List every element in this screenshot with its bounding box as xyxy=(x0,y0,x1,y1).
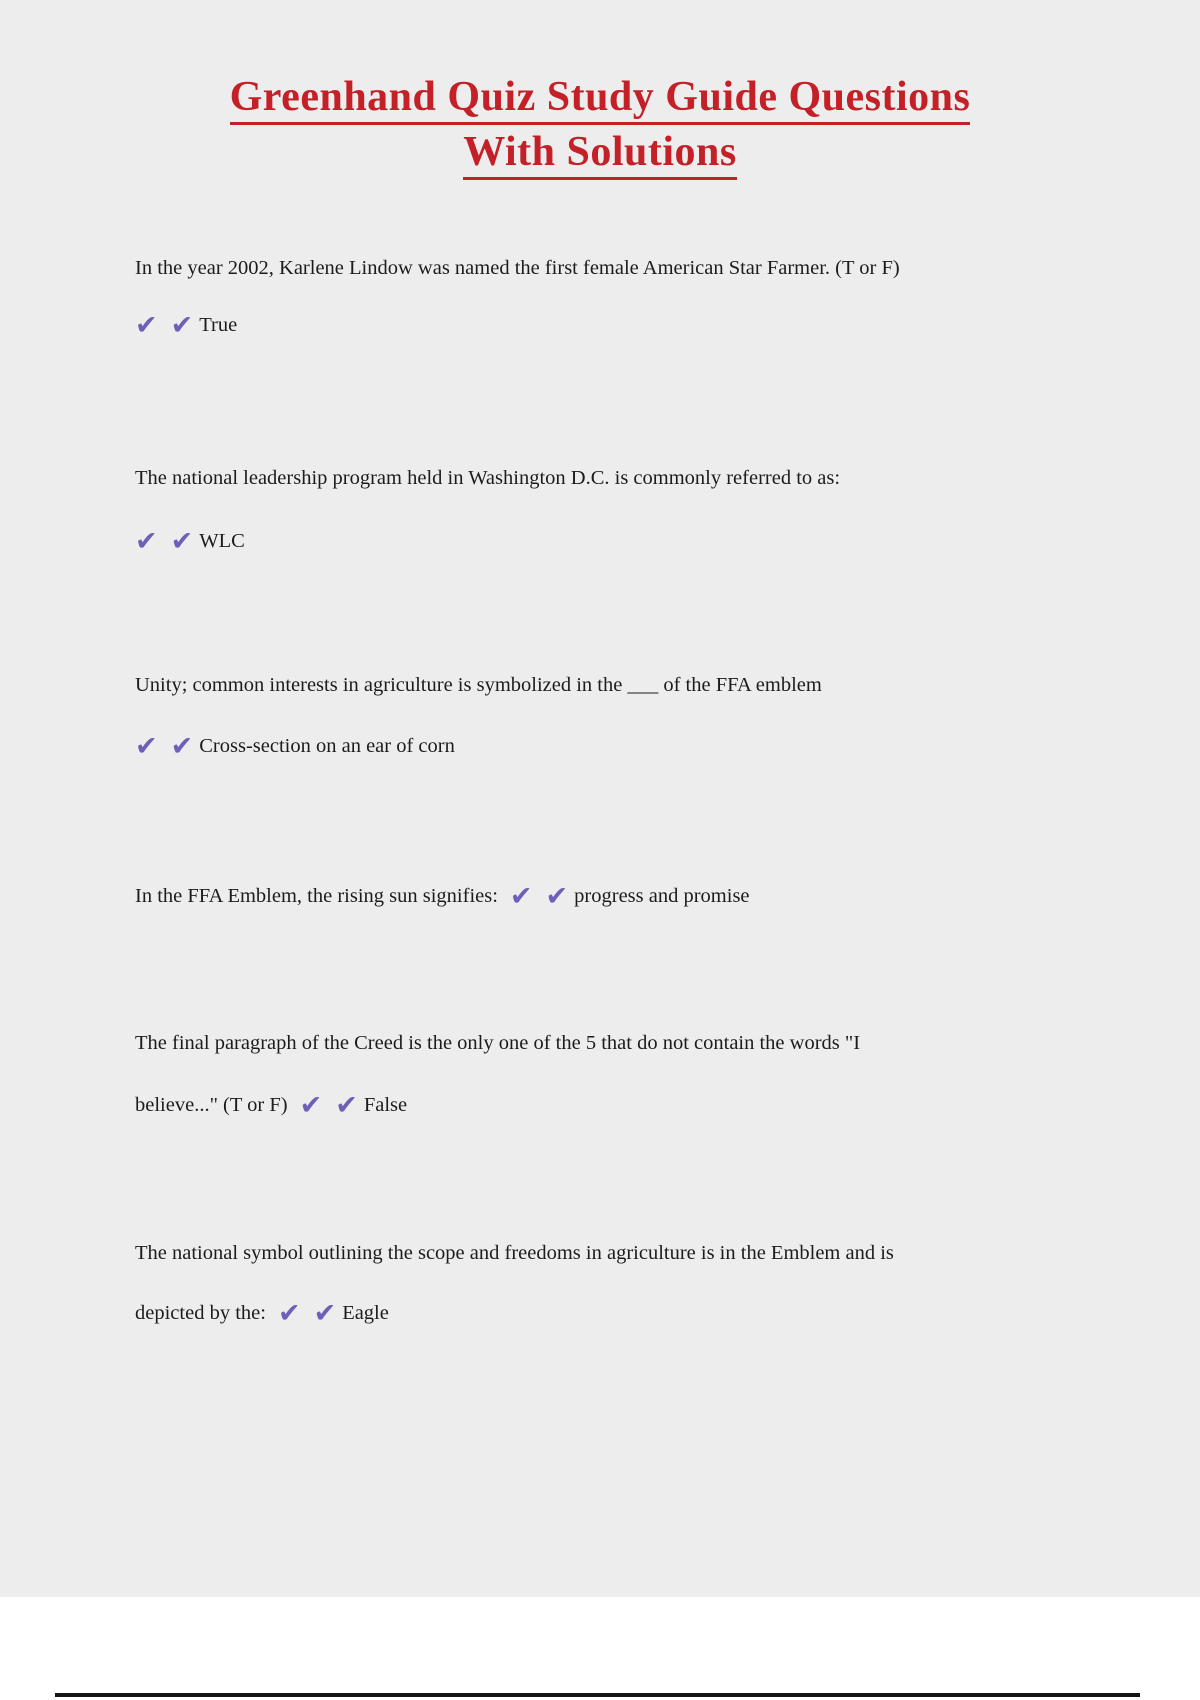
check-icon: ✔ xyxy=(135,310,158,341)
page-title-line-2: With Solutions xyxy=(0,125,1200,180)
check-icon: ✔ xyxy=(170,310,194,341)
question-text: The final paragraph of the Creed is the only one of the 5 that do not contain the words "I xyxy=(135,1032,861,1054)
answer-row xyxy=(135,310,1095,341)
question-text: The national symbol outlining the scope and freedoms in agriculture is in the Emblem and is xyxy=(135,1242,894,1264)
question-with-inline-answer xyxy=(135,1298,1095,1329)
answer-text: progress and promise xyxy=(574,885,750,907)
check-icon: ✔ xyxy=(135,731,158,762)
question-text: In the year 2002, Karlene Lindow was named the first female American Star Farmer. (T or F) xyxy=(135,257,900,279)
answer-text: WLC xyxy=(199,530,245,552)
answer-text: True xyxy=(199,314,238,336)
answer-text: False xyxy=(363,1094,408,1116)
footer-divider xyxy=(55,1693,1140,1697)
question-text: depicted by the: xyxy=(135,1302,266,1324)
check-icon: ✔ xyxy=(135,526,158,557)
page-bottom-area xyxy=(0,1597,1200,1700)
answer-text: Eagle xyxy=(342,1302,389,1324)
check-icon: ✔ xyxy=(545,881,569,912)
page-title-line-1: Greenhand Quiz Study Guide Questions xyxy=(0,70,1200,125)
check-icon: ✔ xyxy=(313,1298,337,1329)
check-icon: ✔ xyxy=(277,1298,301,1329)
check-icon: ✔ xyxy=(170,731,194,762)
question-text: The national leadership program held in Washington D.C. is commonly referred to as: xyxy=(135,467,841,489)
question-with-inline-answer xyxy=(135,1090,1095,1121)
page-title xyxy=(0,70,1200,180)
answer-row xyxy=(135,731,1095,762)
check-icon: ✔ xyxy=(509,881,533,912)
question-text: In the FFA Emblem, the rising sun signifies: xyxy=(135,885,498,907)
question-text: believe..." (T or F) xyxy=(135,1094,288,1116)
check-icon: ✔ xyxy=(170,526,194,557)
answer-row xyxy=(135,526,1095,557)
question-text: Unity; common interests in agriculture is symbolized in the ___ of the FFA emblem xyxy=(135,674,822,696)
question-with-inline-answer xyxy=(135,881,1095,912)
check-icon: ✔ xyxy=(335,1090,358,1121)
answer-text: Cross-section on an ear of corn xyxy=(199,735,455,757)
check-icon: ✔ xyxy=(299,1090,323,1121)
